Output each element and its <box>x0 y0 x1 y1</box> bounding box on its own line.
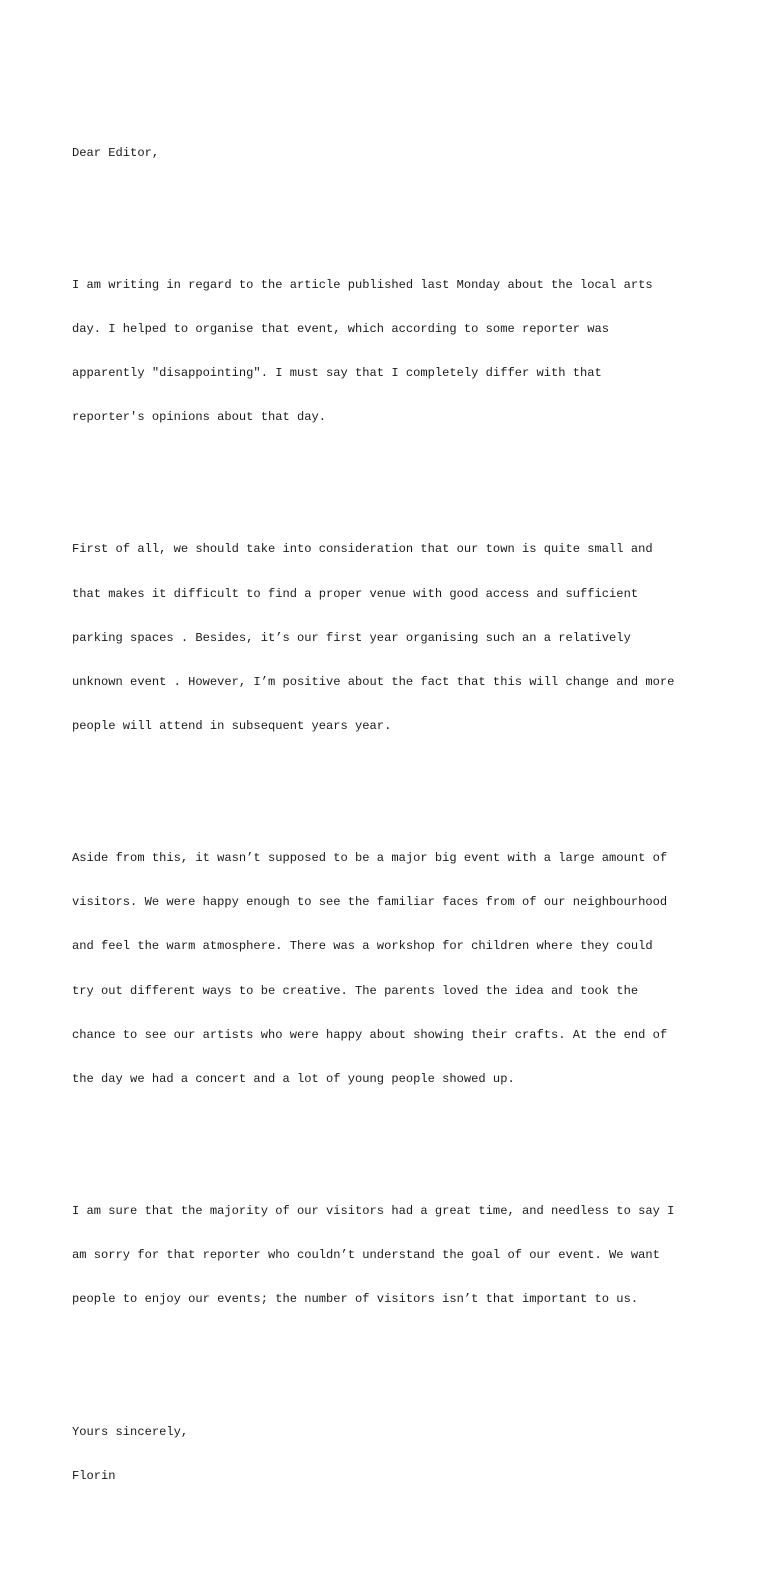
salutation <box>72 116 712 190</box>
paragraph-3 <box>72 822 712 1116</box>
text-line: chance to see our artists who were happy about showing their crafts. At the end of <box>72 1027 668 1042</box>
paragraph-2 <box>72 513 712 763</box>
paragraph-1 <box>72 248 712 454</box>
text-line: I am sure that the majority of our visitors had a great time, and needless to say I <box>72 1204 675 1219</box>
text-line: and feel the warm atmosphere. There was a workshop for children where they could <box>72 939 653 954</box>
text-line: that makes it difficult to find a proper venue with good access and sufficient <box>72 586 639 601</box>
text-line: day. I helped to organise that event, which according to some reporter was <box>72 321 610 336</box>
text-line: reporter's opinions about that day. <box>72 410 327 425</box>
text-line: unknown event . However, I’m positive about the fact that this will change and more <box>72 674 675 689</box>
text-line: First of all, we should take into consideration that our town is quite small and <box>72 542 653 557</box>
text-line: Aside from this, it wasn’t supposed to be a major big event with a large amount of <box>72 851 668 866</box>
text-line: visitors. We were happy enough to see the familiar faces from of our neighbourhood <box>72 895 668 910</box>
salutation-line: Dear Editor, <box>72 145 160 160</box>
text-line: am sorry for that reporter who couldn’t understand the goal of our event. We want <box>72 1248 660 1263</box>
paragraph-4 <box>72 1175 712 1337</box>
closing-line: Yours sincerely, <box>72 1424 189 1439</box>
text-line: apparently "disappointing". I must say that I completely differ with that <box>72 366 602 381</box>
closing-block <box>72 1395 712 1513</box>
text-line: people will attend in subsequent years year. <box>72 718 392 733</box>
text-line: the day we had a concert and a lot of young people showed up. <box>72 1071 515 1086</box>
text-line: I am writing in regard to the article published last Monday about the local arts <box>72 277 653 292</box>
letter-body <box>72 72 712 1572</box>
text-line: parking spaces . Besides, it’s our first year organising such an a relatively <box>72 630 631 645</box>
signature-name: Florin <box>72 1468 116 1483</box>
text-line: try out different ways to be creative. The parents loved the idea and took the <box>72 983 639 998</box>
text-line: people to enjoy our events; the number of visitors isn’t that important to us. <box>72 1292 639 1307</box>
